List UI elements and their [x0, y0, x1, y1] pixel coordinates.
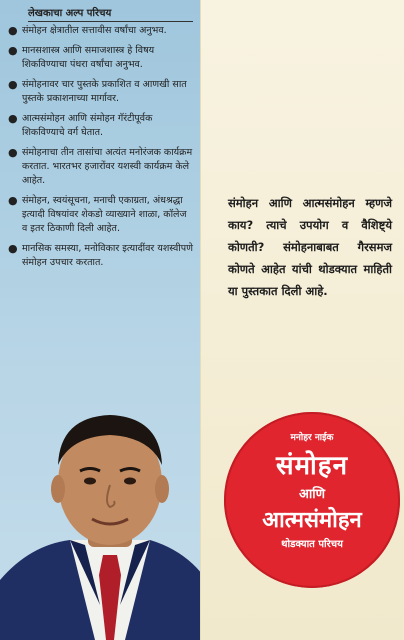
bio-item-text: मानसशास्त्र आणि समाजशास्त्र हे विषय शिकविण्याचा पंधरा वर्षांचा अनुभव.: [22, 45, 155, 70]
author-photo: [0, 405, 220, 640]
bio-item: [8, 146, 194, 188]
badge-title-line2: आणि: [298, 487, 326, 502]
bio-item: [8, 112, 194, 140]
badge-subtitle: थोडक्यात परिचय: [281, 539, 343, 550]
bio-item-text: आत्मसंमोहन आणि संमोहन गॅरंटीपूर्वक शिकविण्याचे वर्ग घेतात.: [22, 113, 153, 138]
bio-item-text: संमोहन, स्वयंसूचना, मनाची एकाग्रता, अंधश्रद्धा इत्यादी विषयांवर शेकडो व्याख्याने शाळा, कॉलेज व इतर ठिकाणी दिली आहेत.: [22, 195, 187, 234]
bio-heading: लेखकाचा अल्प परिचय: [28, 5, 193, 22]
bio-item: [8, 242, 194, 270]
bio-item-text: संमोहनाचा तीन तासांचा अत्यंत मनोरंजक कार्यक्रम करतात. भारतभर हजारोंवर यशस्वी कार्यक्रम केले आहेत.: [22, 147, 193, 186]
bullet-icon: ●: [8, 194, 18, 207]
bullet-icon: ●: [8, 112, 18, 125]
badge-title-line3: आत्मसंमोहन: [262, 508, 362, 533]
badge-author: मनोहर नाईक: [290, 433, 334, 443]
book-description: संमोहन आणि आत्मसंमोहन म्हणजे काय? त्याचे उपयोग व वैशिष्ट्ये कोणती? संमोहनाबाबत गैरसमज कोणते आहेत यांची थोडक्यात माहिती या पुस्तकात दिली आहे.: [228, 195, 392, 298]
bio-item-text: संमोहन क्षेत्रातील सत्तावीस वर्षांचा अनुभव.: [22, 25, 167, 36]
bullet-icon: ●: [8, 242, 18, 255]
badge-title-line1: संमोहन: [275, 451, 349, 481]
bio-item: [8, 78, 194, 106]
bio-item-text: मानसिक समस्या, मनोविकार इत्यादींवर यशस्वीपणे संमोहन उपचार करतात.: [22, 243, 193, 268]
bullet-icon: ●: [8, 146, 18, 159]
bio-list: [8, 24, 194, 276]
bio-item-text: संमोहनावर चार पुस्तके प्रकाशित व आणखी सात पुस्तके प्रकाशनाच्या मार्गावर.: [22, 79, 187, 104]
bullet-icon: ●: [8, 78, 18, 91]
bullet-icon: ●: [8, 44, 18, 57]
bio-item: [8, 24, 194, 38]
bullet-icon: ●: [8, 24, 18, 37]
bio-item: [8, 194, 194, 236]
bio-item: [8, 44, 194, 72]
book-title-badge: [224, 412, 400, 588]
